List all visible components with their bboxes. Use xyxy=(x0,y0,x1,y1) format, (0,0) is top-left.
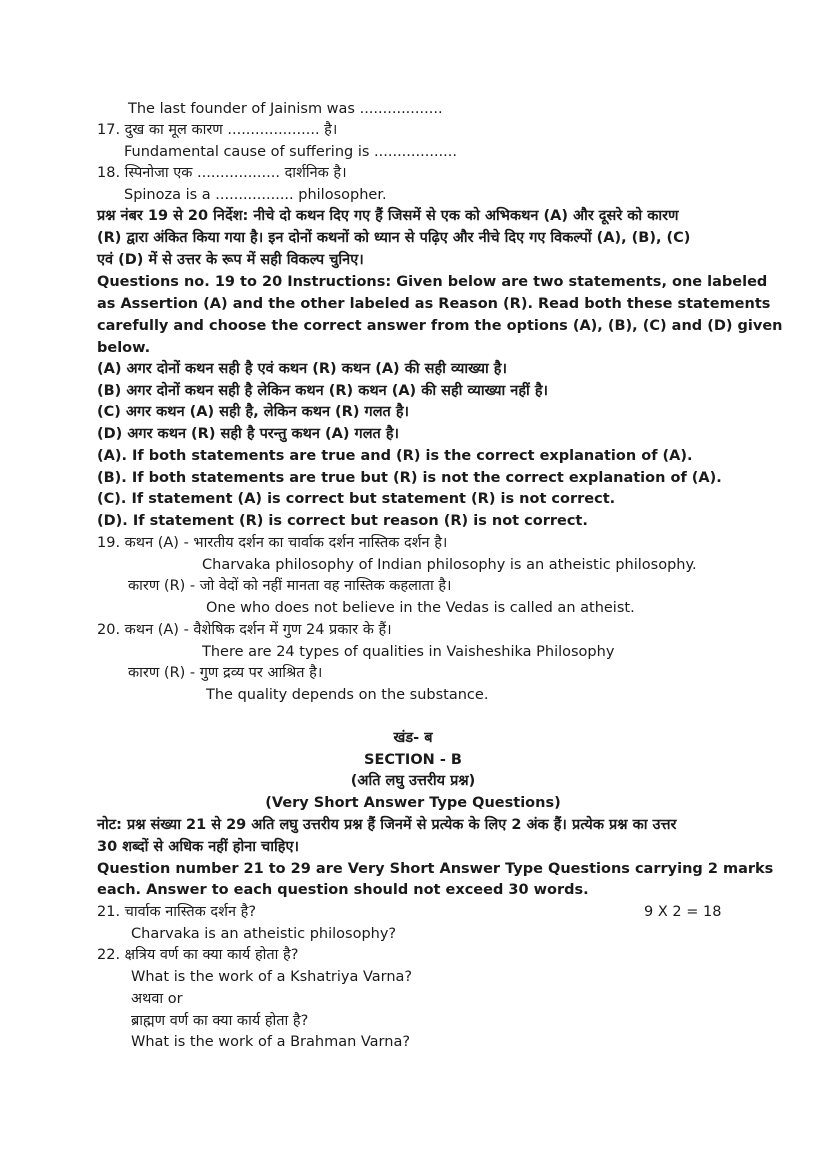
section-heading-hindi: खंड- ब xyxy=(393,730,433,746)
section-subtitle-hindi: (अति लघु उत्तरीय प्रश्न) xyxy=(350,773,476,789)
question-20-assertion-hindi: 20. कथन (A) - वैशेषिक दर्शन में गुण 24 प्रकार के हैं। xyxy=(97,622,392,638)
instructions-hindi-line-3: एवं (D) में से उत्तर के रूप में सही विकल्प चुनिए। xyxy=(97,252,364,268)
option-b-hindi: (B) अगर दोनों कथन सही है लेकिन कथन (R) कथन (A) की सही व्याख्या नहीं है। xyxy=(97,383,549,399)
section-subtitle: (Very Short Answer Type Questions) xyxy=(265,795,561,811)
note-hindi-line-1: नोट: प्रश्न संख्या 21 से 29 अति लघु उत्तरीय प्रश्न हैं जिनमें से प्रत्येक के लिए 2 अंक हैं। प्रत्येक प्रश्न का उत्तर xyxy=(97,817,677,833)
question-21-english: Charvaka is an atheistic philosophy? xyxy=(131,926,397,942)
instructions-english-line-2: as Assertion (A) and the other labeled as Reason (R). Read both these statements xyxy=(97,296,771,312)
instructions-hindi-line-2: (R) द्वारा अंकित किया गया है। इन दोनों कथनों को ध्यान से पढ़िए और नीचे दिए गए विकल्पों (A), (B), (C) xyxy=(97,230,691,246)
marks-total: 9 X 2 = 18 xyxy=(644,904,722,920)
question-19-assertion-english: Charvaka philosophy of Indian philosophy is an atheistic philosophy. xyxy=(202,557,697,573)
instructions-hindi-line-1: प्रश्न नंबर 19 से 20 निर्देश: नीचे दो कथन दिए गए हैं जिसमें से एक को अभिकथन (A) और दूसरे को कारण xyxy=(97,208,679,224)
question-21-hindi: 21. चार्वाक नास्तिक दर्शन है? xyxy=(97,904,257,920)
note-english-line-1: Question number 21 to 29 are Very Short Answer Type Questions carrying 2 marks xyxy=(97,861,774,877)
question-18-english: Spinoza is a ................. philosopher. xyxy=(124,187,387,203)
note-english-line-2: each. Answer to each question should not exceed 30 words. xyxy=(97,882,589,898)
instructions-english-line-4: below. xyxy=(97,340,151,356)
note-hindi-line-2: 30 शब्दों से अधिक नहीं होना चाहिए। xyxy=(97,839,299,855)
question-19-assertion-hindi: 19. कथन (A) - भारतीय दर्शन का चार्वाक दर्शन नास्तिक दर्शन है। xyxy=(97,535,448,551)
question-22-english: What is the work of a Kshatriya Varna? xyxy=(131,969,413,985)
text-line: The last founder of Jainism was .................. xyxy=(128,101,443,117)
question-19-reason-english: One who does not believe in the Vedas is called an atheist. xyxy=(206,600,635,616)
question-20-reason-hindi: कारण (R) - गुण द्रव्य पर आश्रित है। xyxy=(128,665,323,681)
option-d-english: (D). If statement (R) is correct but reason (R) is not correct. xyxy=(97,513,588,529)
or-separator: अथवा or xyxy=(131,991,183,1007)
question-17-english: Fundamental cause of suffering is .................. xyxy=(124,144,457,160)
option-a-hindi: (A) अगर दोनों कथन सही है एवं कथन (R) कथन (A) की सही व्याख्या है। xyxy=(97,361,507,377)
option-c-hindi: (C) अगर कथन (A) सही है, लेकिन कथन (R) गलत है। xyxy=(97,404,410,420)
option-b-english: (B). If both statements are true but (R) is not the correct explanation of (A). xyxy=(97,470,722,486)
option-c-english: (C). If statement (A) is correct but statement (R) is not correct. xyxy=(97,491,616,507)
instructions-english-line-3: carefully and choose the correct answer from the options (A), (B), (C) and (D) given xyxy=(97,318,783,334)
question-18-hindi: 18. स्पिनोजा एक .................. दार्शनिक है। xyxy=(97,165,347,181)
instructions-english-line-1: Questions no. 19 to 20 Instructions: Given below are two statements, one labeled xyxy=(97,274,768,290)
question-17-hindi: 17. दुख का मूल कारण .................... है। xyxy=(97,122,338,138)
option-d-hindi: (D) अगर कथन (R) सही है परन्तु कथन (A) गलत है। xyxy=(97,426,400,442)
question-20-assertion-english: There are 24 types of qualities in Vaisheshika Philosophy xyxy=(202,644,615,660)
question-19-reason-hindi: कारण (R) - जो वेदों को नहीं मानता वह नास्तिक कहलाता है। xyxy=(128,578,452,594)
question-22-alt-english: What is the work of a Brahman Varna? xyxy=(131,1034,411,1050)
question-20-reason-english: The quality depends on the substance. xyxy=(206,687,489,703)
section-heading: SECTION - B xyxy=(364,752,462,768)
question-22-alt-hindi: ब्राह्मण वर्ण का क्या कार्य होता है? xyxy=(131,1013,309,1029)
option-a-english: (A). If both statements are true and (R) is the correct explanation of (A). xyxy=(97,448,693,464)
question-22-hindi: 22. क्षत्रिय वर्ण का क्या कार्य होता है? xyxy=(97,947,299,963)
